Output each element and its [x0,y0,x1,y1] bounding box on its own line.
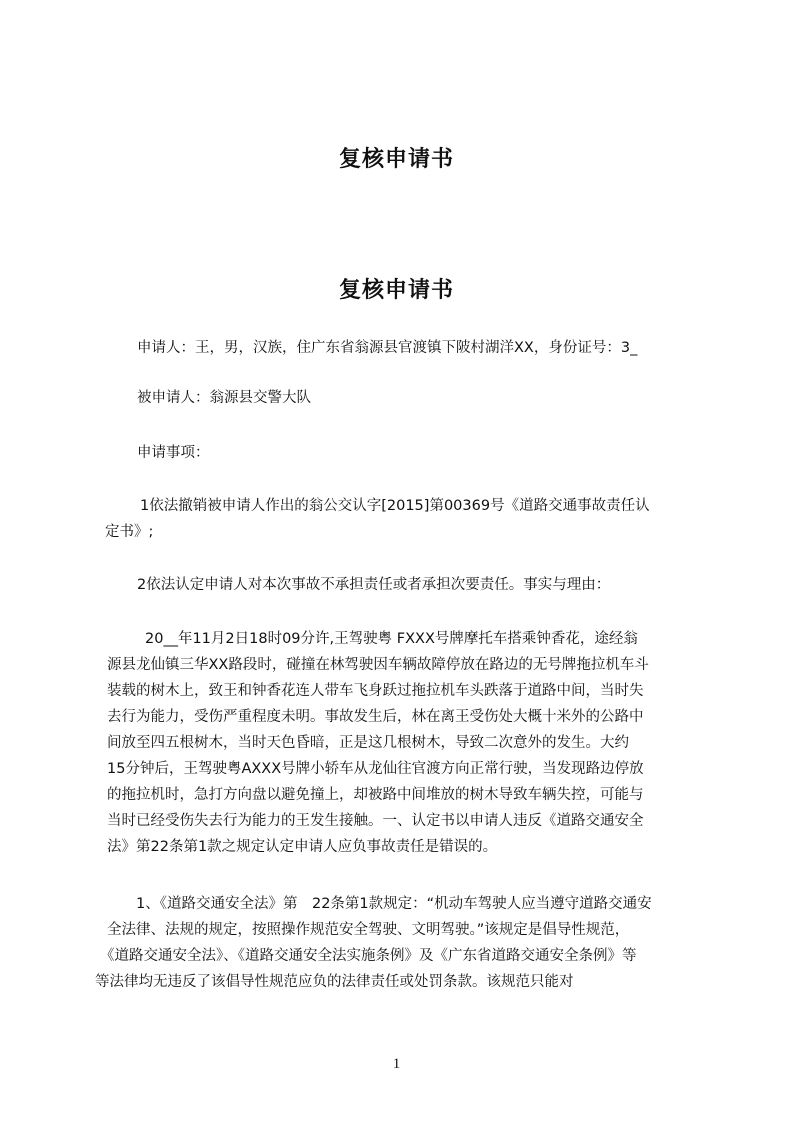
facts-line: 20__年11月2日18时09分许,王驾驶粤 FXXX号牌摩托车搭乘钟香花，途经翁 [145,631,638,647]
facts-line: 当时已经受伤失去行为能力的王发生接触。一、认定书以申请人违反《道路交通安全 [107,813,644,829]
applicant-line: 申请人：王，男，汉族，住广东省翁源县官渡镇下陂村湖洋XX，身份证号：3_ [137,340,638,356]
facts-line: 法》第22条第1款之规定认定申请人应负事故责任是错误的。 [107,839,498,855]
law-line: 1、《道路交通安全法》第 22条第1款规定：“机动车驾驶人应当遵守道路交通安 [136,896,652,912]
request-item-1-line-2: 定书》; [105,524,154,540]
facts-line: 间放至四五根树木，当时天色昏暗，正是这几根树木，导致二次意外的发生。大约 [107,735,629,751]
page-number: 1 [392,1056,401,1072]
facts-line: 的拖拉机时，急打方向盘以避免撞上，却被路中间堆放的树木导致车辆失控，可能与 [107,787,644,803]
request-item-1-line-1: 1依法撤销被申请人作出的翁公交认字[2015]第00369号《道路交通事故责任认 [140,498,650,514]
request-heading: 申请事项： [137,445,210,461]
law-line: 《道路交通安全法》、《道路交通安全法实施条例》及《广东省道路交通安全条例》等 [100,948,637,964]
page-title: 复核申请书 [338,278,454,303]
facts-line: 源县龙仙镇三华XX路段时，碰撞在林驾驶因车辆故障停放在路边的无号牌拖拉机车斗 [107,657,649,673]
law-line: 全法律、法规的规定，按照操作规范安全驾驶、文明驾驶。”该规定是倡导性规范， [107,922,630,938]
respondent-line: 被申请人：翁源县交警大队 [137,390,311,406]
facts-line: 装载的树木上，致王和钟香花连人带车飞身跃过拖拉机车头跌落于道路中间，当时失 [107,683,644,699]
header-title: 复核申请书 [338,147,454,172]
facts-line: 15分钟后，王驾驶粤AXXX号牌小轿车从龙仙往官渡方向正常行驶，当发现路边停放 [107,761,644,777]
facts-line: 去行为能力，受伤严重程度未明。事故发生后，林在离王受伤处大概十米外的公路中 [107,709,644,725]
law-line: 等法律均无违反了该倡导性规范应负的法律责任或处罚条款。该规范只能对 [95,974,574,990]
request-item-2: 2依法认定申请人对本次事故不承担责任或者承担次要责任。事实与理由： [137,577,611,593]
